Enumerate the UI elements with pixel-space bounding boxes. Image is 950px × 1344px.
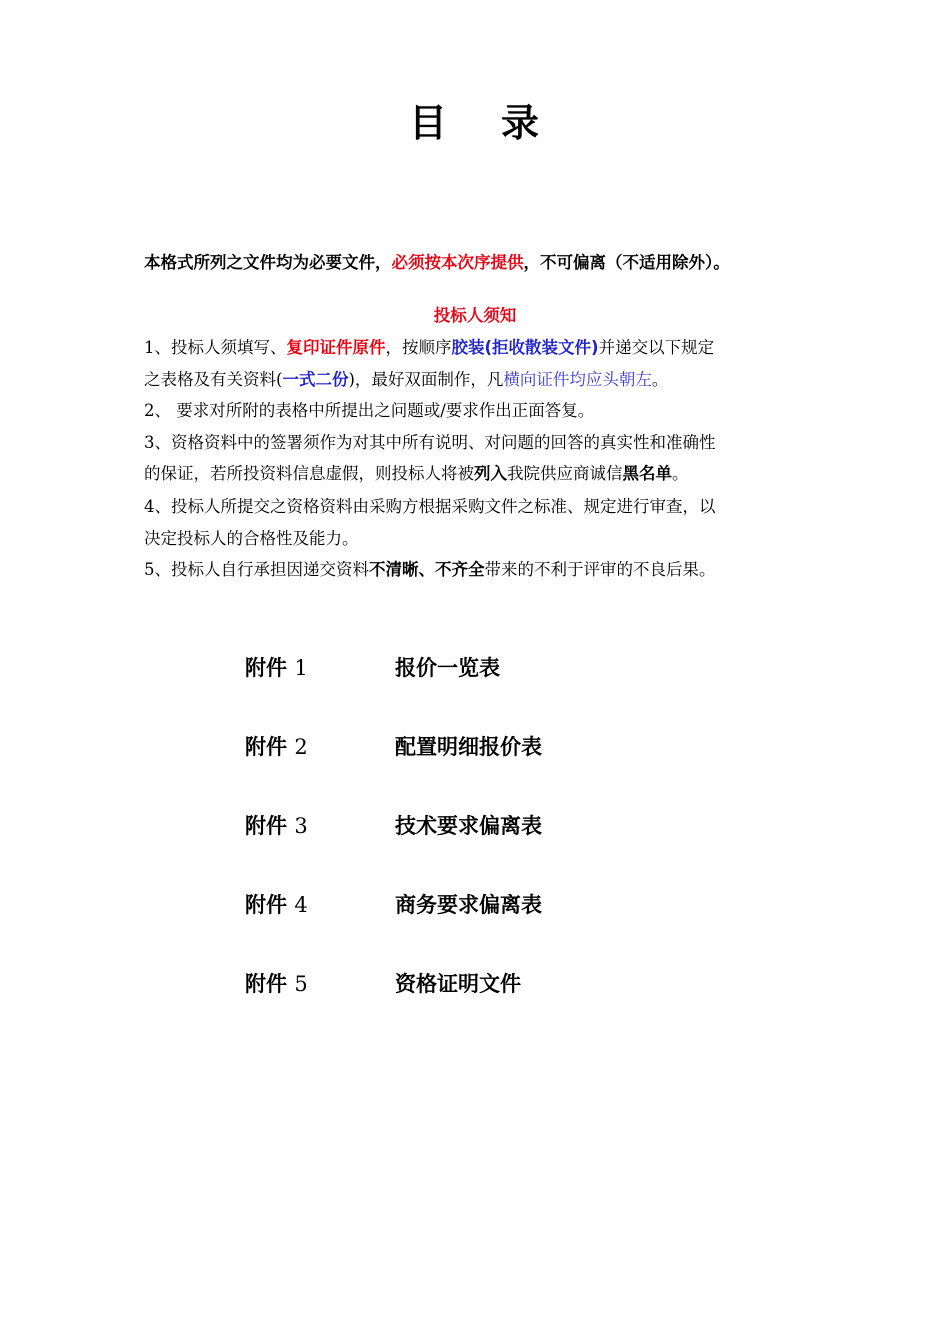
notice-item-1-line-1 xyxy=(144,332,806,364)
attachment-row-1 xyxy=(245,652,542,731)
text: ，按顺序 xyxy=(385,338,452,357)
attachment-row-3 xyxy=(245,810,542,889)
notice-item-4-line-2: 决定投标人的合格性及能力。 xyxy=(144,528,359,548)
emphasis-bold: 黑名单 xyxy=(622,464,672,483)
attachment-row-5 xyxy=(245,968,542,1047)
attachment-name: 配置明细报价表 xyxy=(395,735,542,759)
notice-list xyxy=(144,332,806,586)
attachment-prefix: 附件 xyxy=(245,735,287,759)
emphasis-bold: 列入 xyxy=(474,464,507,483)
attachment-prefix: 附件 xyxy=(245,893,287,917)
title-char-2: 录 xyxy=(501,101,542,145)
attachment-prefix: 附件 xyxy=(245,814,287,838)
notice-item-1-line-2 xyxy=(144,364,806,396)
attachment-number: 3 xyxy=(294,814,308,838)
notice-item-5 xyxy=(144,554,806,586)
attachment-prefix: 附件 xyxy=(245,656,287,680)
attachment-name: 技术要求偏离表 xyxy=(395,814,542,838)
text: 之表格及有关资料( xyxy=(144,369,283,389)
text: 。 xyxy=(672,464,689,483)
attachment-row-4 xyxy=(245,889,542,968)
emphasis-red: 复印证件原件 xyxy=(286,338,386,357)
notice-heading: 投标人须知 xyxy=(433,306,517,325)
notice-item-3-line-2 xyxy=(144,458,806,490)
attachment-number: 4 xyxy=(294,893,308,917)
text: 5、投标人自行承担因递交资料 xyxy=(144,560,369,579)
text: 的保证，若所投资料信息虚假，则投标人将被 xyxy=(144,464,474,483)
intro-text-end: ，不可偏离（不适用除外）。 xyxy=(523,253,730,272)
emphasis-blue: 一式二份 xyxy=(282,369,349,389)
attachment-number: 2 xyxy=(294,735,308,759)
attachment-label xyxy=(245,731,395,761)
intro-statement xyxy=(144,249,824,273)
intro-emphasis: 必须按本次序提供 xyxy=(391,253,524,272)
emphasis-bold: 不清晰、不齐全 xyxy=(369,560,485,579)
text: 并递交以下规定 xyxy=(598,338,715,357)
attachment-name: 报价一览表 xyxy=(395,656,500,680)
emphasis-blue: 胶装(拒收散装文件) xyxy=(451,338,599,357)
emphasis-blue-light: 横向证件均应头朝左 xyxy=(503,369,652,389)
notice-item-2: 2、 要求对所附的表格中所提出之问题或/要求作出正面答复。 xyxy=(144,401,595,420)
text: )，最好双面制作，凡 xyxy=(348,369,504,389)
attachment-prefix: 附件 xyxy=(245,972,287,996)
attachment-label xyxy=(245,652,395,682)
page-title xyxy=(0,92,950,147)
attachment-row-2 xyxy=(245,731,542,810)
text: 我院供应商诚信 xyxy=(507,464,623,483)
text: 带来的不利于评审的不良后果。 xyxy=(484,560,716,579)
attachment-list xyxy=(245,652,542,1047)
attachment-number: 1 xyxy=(294,656,308,680)
attachment-name: 资格证明文件 xyxy=(395,972,521,996)
attachment-number: 5 xyxy=(294,972,308,996)
intro-text: 本格式所列之文件均为必要文件， xyxy=(144,253,392,272)
notice-item-4-line-1: 4、投标人所提交之资格资料由采购方根据采购文件之标准、规定进行审查，以 xyxy=(144,497,716,516)
attachment-label xyxy=(245,889,395,919)
notice-item-3-line-1: 3、资格资料中的签署须作为对其中所有说明、对问题的回答的真实性和准确性 xyxy=(144,432,716,452)
title-char-1: 目 xyxy=(408,101,449,145)
attachment-label xyxy=(245,968,395,998)
attachment-name: 商务要求偏离表 xyxy=(395,893,542,917)
attachment-label xyxy=(245,810,395,840)
text: 1、投标人须填写、 xyxy=(144,338,287,357)
text: 。 xyxy=(651,369,669,389)
